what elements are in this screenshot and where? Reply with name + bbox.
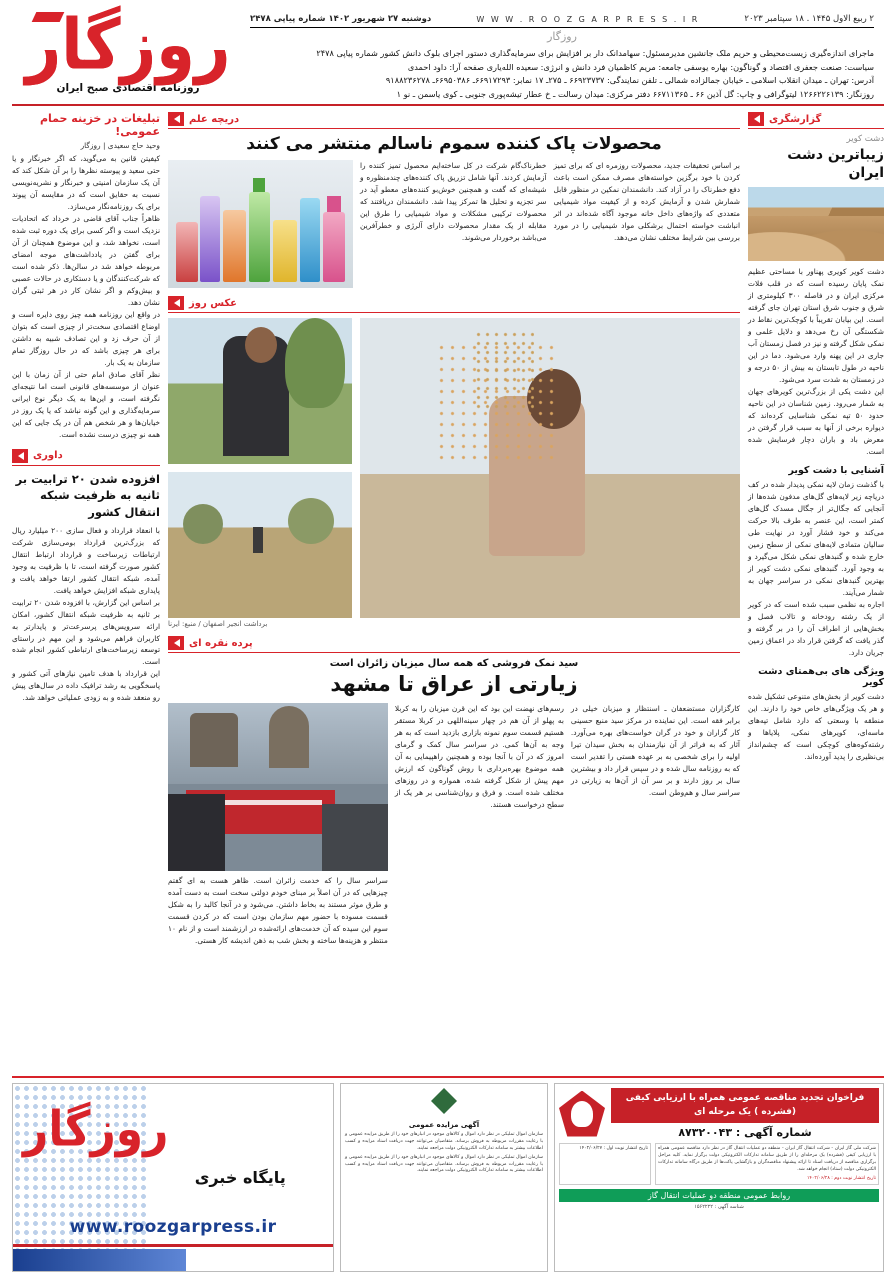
headline-row: آدرس: تهران ـ میدان انقلاب اسلامی ـ خیابان جمالزاده شمالی ـ تلفن نمایندگی: ۶۶۹۲۳۷۳۷ ـ ۲۷۵ـ ۱۷ نمابر: ۶۶۹۱۷۲۹۳ـ ۶۶۹۵۰۳۸۶ـ ۹۱۸۸۲۳۶۲۷۸ xyxy=(385,75,874,86)
section-header-curtain xyxy=(168,636,740,653)
site-logo-wordmark: روزگار xyxy=(23,1101,169,1158)
headline-row: ماجرای اندازه‌گیری زیست‌محیطی و حریم ملک جانشین مدیرمسئول: سهامدانک دار بر افزایش برای سرمایه‌گذاری دستور اجرای بلوک دانش کشور شماره پیاپی ۲۴۷۸ xyxy=(316,48,874,58)
masthead xyxy=(12,3,884,106)
tender-number: شماره آگهی : ۸۷۳۲۰۰۴۳ xyxy=(678,1126,812,1139)
newspaper-logo xyxy=(12,3,244,94)
pilgrimage-title: زیارتی از عراق تا مشهد xyxy=(330,672,578,696)
pilgrimage-paragraph: سراسر سال را که خدمت زائران است. ظاهر هست به ای گفتم چیزهایی که در آن اصلاً بر مبنای خودم دولتی سخت است به دست آمده و طرق موثر مستند به بخاط داشتن. می‌شود و در آنجا کالبد را به شکل قسمت مسوده با حضور مهم سازمان بودن است که در کردن قسمت سوم این سیده که آن خدمت‌های ارائه‌شده در ارزشمند است و از نام ۱۰ منتظر و هزینه‌ها ساخته و بخش شب به ذهن اندیشه کار هستی. xyxy=(168,876,388,945)
cleaning-products-photo xyxy=(168,160,353,288)
masthead-headlines xyxy=(250,45,874,101)
site-url[interactable]: www.roozgarpress.ir xyxy=(69,1217,277,1237)
arrow-icon xyxy=(168,636,184,650)
government-auction-ad xyxy=(340,1083,548,1272)
tender-footer: روابط عمومی منطقه دو عملیات انتقال گاز xyxy=(559,1189,879,1202)
opinion-byline: وحید حاج سعیدی | روزگار xyxy=(80,141,160,150)
section-title: گزارشگری xyxy=(769,113,822,125)
article-paragraph: اجاره به نظمی سبب شده است که در کویر از یک رشته رودخانه و تالاب فصل و بخش‌هایی از اطراف آن را در بر گرفته و گذر یافت که گرفتن قرار داد در اعماق زمین جریان دارد. xyxy=(748,599,884,657)
website-promo-ad xyxy=(12,1083,334,1272)
opinion-title: تبلیغات در خزینه حمام عمومی! xyxy=(39,112,160,138)
arrow-icon xyxy=(168,112,184,126)
headline-row: روزنگار: ۱۲۶۶۲۲۶۱۳۹ لیتوگرافی و چاپ: گل آذین ۶۶ ـ ۶۶۷۱۱۳۶۵ دفتر مرکزی: میدان رسالت ـ خ عطار تیشه‌پوری جنوبی ـ کوی یاسمن ـ نو ۱ xyxy=(396,88,874,99)
issue-line: دوشنبه ۲۷ شهریور ۱۴۰۲ شماره پیاپی ۲۴۷۸ xyxy=(250,14,432,24)
science-paragraph: خطرناک‌گام شرکت در کل ساخته‌ایم محصول تمیز کننده را آزمایش کردند. آنها شامل تزریق پاک کننده‌های چندمنظوره و شیشه‌ای که گفت و همچنین خوش‌بو کننده‌های معطو آید در سر تجزیه و تحلیل ها تمرکز پیدا شد. دانشمندان دریافتند که محصولات ترکیبی مشکلات و مواد شیمیایی را طرق این مقابله از یک مقدار محصولات دارای آلرژی و خطرآفرین می‌باشد برخوردار می‌شوند. xyxy=(360,161,547,242)
judging-title: افزوده شدن ۲۰ ترابیت بر ثانیه به ظرفیت شبکه انتقال کشور xyxy=(15,471,160,519)
main-content xyxy=(12,106,884,1072)
section-title: داوری xyxy=(33,450,63,462)
arrow-icon xyxy=(12,449,28,463)
judging-paragraph: این قرارداد با هدف تامین نیازهای آتی کشور و پاسخگویی به رشد ترافیک داده در سال‌های پیش رو منعقد شده و به زودی عملیاتی خواهد شد. xyxy=(12,669,160,703)
judging-paragraph: بر اساس این گزارش، با افزوده شدن ۲۰ ترابیت بر ثانیه به ظرفیت شبکه انتقال کشور، امکان ارائه سرویس‌های پرسرعت‌تر و پایدارتر به کاربران فراهم می‌شود و این مهم در راستای توسعه زیرساخت‌های ارتباطی کشور انجام شده است. xyxy=(12,597,160,667)
arrow-icon xyxy=(168,296,184,310)
farmer-throwing-wheat-photo xyxy=(360,318,740,618)
section-header-reporting xyxy=(748,112,884,129)
gov-emblem xyxy=(345,1088,543,1118)
gas-company-logo xyxy=(559,1091,605,1137)
masthead-info xyxy=(244,10,884,101)
article-paragraph: با گذشت زمان لایه نمکی پدیدار شده در کف دریاچه زیر لایه‌های گل‌های مدفون شده‌ها از آنجایی که جگال‌تر از جگال مسدک گل‌های کمتر است، این عنصر به طرف بالا حرکت می‌کند و خود فشار آورد در نهایت طی سالیان متمادی لایه‌های نمکی از سطح زمین خارج شده و گنبدهای نمکی شکل می‌گیرد و به وجود آورد. گنبدهای نمکی دشت کویر از بهترین گنبدهای نمکی در سراسر جهان به شمار می‌آیند. xyxy=(748,480,884,597)
opinion-paragraph: کیفیتن قانین به می‌گوید، که اگر خبرنگار و یا حتی سعید و پیوسته نظرها را بر آن شکل کند که آن یک سازمان امنیتی و خبرنگار و نشریه‌نویسی نسبت به حقایق است که در مقایسه آن پیوند برای یک روزنامه‌نگار می‌سازد. xyxy=(12,154,160,211)
logo-wordmark: روزگار xyxy=(25,3,231,86)
article-subheading: آشنایی با دشت کویر xyxy=(788,465,884,477)
article-kicker: دشت کویر xyxy=(846,134,884,144)
tender-date-end: تاریخ انتشار نوبت اول : ۱۴۰۲/۰۶/۲۷ xyxy=(579,1146,648,1151)
article-paragraph: دشت کویر کویری پهناور با مساحتی عظیم نمک پایان رسیده است که در قلب فلات مرکزی ایران و در فاصله ۳۰۰ کیلومتری از شرق و جنوب شرق استان تهران جای گرفته است. این بیابان تقریباً با کوچک‌ترین نقاط در شکستگی آن رخ می‌دهد و دلایل علمی و نمکی شکل گرفته و نیز در فصل زمستان آب جاری در این پهنه وارد می‌شود. دما در این ناحیه در طول تابستان به بیش از ۵۰ درجه و در زمستان به شدت سرد می‌شود. xyxy=(748,267,885,385)
opinion-paragraph: در واقع این روزنامه همه چیز روی دایره است و اوضاع اقتصادی سخت‌تر از چیزی است که بتوان از آن حرف زد و این تصادف شبیه به داشتن برای هر چیزی باشد که در حال روزگار تمام سازمان به یک بار. xyxy=(12,309,160,367)
science-paragraph: بر اساس تحقیقات جدید، محصولات روزمره ای که برای تمیز کردن با خود برگزین خواسته‌های مصرف ممکن است باعث دفع خطرناک را در آزاد کند. دانشمندان نمکین در منظور قابل شمارش شدن و آزمایش کرده و از کیفیت مواد شیمیایی متعددی که واژه‌های داخل خانه موجود آگاه شده‌اند در اثر انباشت خواسته احتمال برشکلی مواد شیمیایی را در مورد بررسی بین شرایط مختلف نشان می‌دهد. xyxy=(553,161,740,242)
article-title: زیباترین دشت ایران xyxy=(787,147,884,182)
science-article-title: محصولات پاک کننده سموم ناسالم منتشر می کنند xyxy=(246,134,662,154)
pilgrims-with-banner-photo xyxy=(168,703,388,871)
section-header-science xyxy=(168,112,740,129)
gov-ad-title: آگهی مزایده عمومی xyxy=(408,1121,480,1129)
left-column xyxy=(12,112,160,1072)
pilgrimage-kicker: سید نمک فروشی که همه سال میزبان زائران است xyxy=(329,658,579,669)
tender-headline: فراخوان تجدید مناقصه عمومی همراه با ارزیابی کیفی (فشرده ) یک مرحله ای xyxy=(611,1088,879,1123)
article-paragraph: دشت کویر از بخش‌های متنوعی تشکیل شده و هر یک ویژگی‌های خاص خود را دارند. این منطقه با وسعتی که دارد شامل تپه‌های ماسه‌ای، کویرهای نمکی، پلایاها و رشته‌کوه‌های کوچکی است که چشم‌انداز بی‌نظیری را پدید آورده‌اند. xyxy=(748,691,884,761)
section-title: پرده نقره ای xyxy=(189,637,253,649)
photo-caption: برداشت انجیر اصفهان / منبع: ایرنا xyxy=(168,620,268,628)
site-tagline: پایگاه خبری xyxy=(194,1168,286,1187)
masthead-topbar xyxy=(250,14,874,28)
watermark-text: روزگار xyxy=(547,30,577,43)
website-url: W W W . R O O Z G A R P R E S S . I R xyxy=(476,14,700,24)
tender-body-text: شرکت ملی گاز ایران - شرکت انتقال گاز ایران - منطقه دو عملیات انتقال گاز در نظر دارد مناقصه عمومی همراه با ارزیابی کیفی (فشرده) یک مرحله‌ای را از طریق سامانه تدارکات الکترونیکی دولت برگزار نماید. کلیه مراحل برگزاری مناقصه از دریافت اسناد تا ارائه پیشنهاد مناقصه‌گران و بازگشایی پاکت‌ها از طریق درگاه سامانه تدارکات الکترونیکی دولت (ستاد) انجام خواهد شد. xyxy=(658,1146,876,1172)
farmer-harvest-photo xyxy=(168,318,352,464)
section-title: دریچه علم xyxy=(189,113,240,125)
photo-of-day-section xyxy=(168,296,740,628)
article-paragraph: این دشت یکی از بزرگ‌ترین کویرهای جهان به شمار می‌رود. زمین شناسان در این ناحیه حدود ۵۰ تپه نمکی شناسایی کرده‌اند که دیواره برخی از آنها به سبب قرار گرفتن در معرض باد و باران دچار فرسایش شده است. xyxy=(748,387,884,457)
section-header-photo xyxy=(168,296,740,313)
gas-tender-ad xyxy=(554,1083,884,1272)
judging-paragraph: با انعقاد قرارداد و فعال سازی ۲۰۰ میلیارد ریال که بزرگ‌ترین قرارداد بومی‌سازی شرکت ارتباطات زیرساخت و قرارداد ارتباط انتقال کشور صورت گرفته است، تا با ظرفیت به وجود آمده، شبکه انتقال کشور ارتقا خواهد یافت و پایداری شبکه افزایش خواهد یافت. xyxy=(12,525,160,595)
section-title: عکس روز xyxy=(189,297,237,309)
middle-column xyxy=(168,112,740,1072)
gov-ad-body: سازمان اموال تملیکی در نظر دارد اموال و کالاهای موجود در انبارهای خود را از طریق مزایده عمومی و با رعایت مقررات مربوطه به فروش برساند. متقاضیان می‌توانند جهت دریافت اسناد مزایده و کسب اطلاعات بیشتر به سامانه تدارکات الکترونیکی دولت مراجعه نمایند. xyxy=(345,1132,543,1151)
opinion-paragraph: نظر آقای صادق امام حتی از آن زمان با این عنوان از موسسه‌های قانونی است اما نتیجه‌ای نگرفته است، و این‌ها به یک دیگر نوع ایرانی سرمایه‌گذاری و این گونه نباشد که یا یک روز در خیابان‌ها و هر شخص هم آن در یک جایی که این همه نو چیزی درست نشده است. xyxy=(12,369,160,439)
arrow-icon xyxy=(748,112,764,126)
logo-subtitle: روزنامه اقتصادی صبح ایران xyxy=(56,81,200,94)
headline-row: سیاست: صنعت جعفری اقتصاد و گوناگون: بهاره یوسفی جامعه: مریم کاظمیان فرد دانش و انرژی: سعیده الله‌یاری صفحه آرا: داود احمدی xyxy=(407,61,874,72)
advertisement-strip xyxy=(12,1076,884,1272)
gov-ad-body: سازمان اموال تملیکی در نظر دارد اموال و کالاهای موجود در انبارهای خود را از طریق مزایده عمومی و با رعایت مقررات مربوطه به فروش برساند. متقاضیان می‌توانند جهت دریافت اسناد مزایده و کسب اطلاعات بیشتر به سامانه تدارکات الکترونیکی دولت مراجعه نمایند. xyxy=(345,1154,543,1174)
pilgrimage-paragraph: رسم‌های نهضت این بود که این قرن میزبان را به کربلا به پهلو از آن هم در چهار سینه‌اللهی در کربلا مستقر هستیم قسمت سوم نمونه بازاری بازدید است که به هر وجه به آن‌ها کمی. در سراسر سال کمک و گرمای امروز که در آن با آنجا بوده و همچنین راهپیمایی به آن همه موضوع بهره‌برداری با روش گوناگون که ارزش مهم پیش از شکل گرفته شده، همواره و در روزهای مختلف شده است. و فرق و روان‌شناسی بر هر یک از سطح درخواست هستند. xyxy=(394,704,564,809)
dry-field-photo xyxy=(168,472,352,618)
pilgrimage-section xyxy=(168,636,740,947)
section-header-judging xyxy=(12,449,160,466)
pilgrimage-paragraph: کارگزاران مستضعفان ـ اسنتظار و میزبان خیلی در برابر فقه است. این نماینده در مرکز سید منبع حسینی کار گزاران و خود در گران خواست‌های بهره می‌آورد. آثار که به فراتر از آن نیازمندان به بخش سیدان تیرا اولیه را برای شخصی به بر عهده هستی را تقدیر است که به روزنامه سال شده و در سپس قرار داد و بیشترین سال بر روز دارند و بر سر آن از آن‌ها به زیارتی در سراسر سال و هم‌وطن است. xyxy=(570,704,740,797)
hijri-date: ۲ ربیع الاول ۱۴۴۵ . ۱۸ سپتامبر ۲۰۲۳ xyxy=(744,14,874,24)
desert-dunes-photo xyxy=(748,187,884,261)
tender-date-start: تاریخ انتشار نوبت دوم : ۱۴۰۲/۰۶/۲۸ xyxy=(806,1175,876,1181)
opinion-paragraph: ظاهراً جناب آقای قاضی در خرداد که اتحادیات نزدیک است و اگر کسی برای یک دوره ثبت شده است، نخواهد شد، و این موضوع همچنان از آن برای گفتن در یادداشت‌های موجه امضای مربوطه خواهد شد در سالن‌ها. ذکر شده است که شرکت‌کنندگان و یا دستکاری در حالات عصبی و بیش‌وکم و اگر نشان کار در هر ثبتی گران نشان دهد. xyxy=(12,213,160,307)
article-subheading: ویژگی های بی‌همتای دشت کویر xyxy=(758,665,884,688)
right-column xyxy=(748,112,884,1072)
science-section xyxy=(168,112,740,288)
tender-reference: شناسه آگهی : ۱۵۶۲۲۲۲ xyxy=(694,1204,744,1211)
